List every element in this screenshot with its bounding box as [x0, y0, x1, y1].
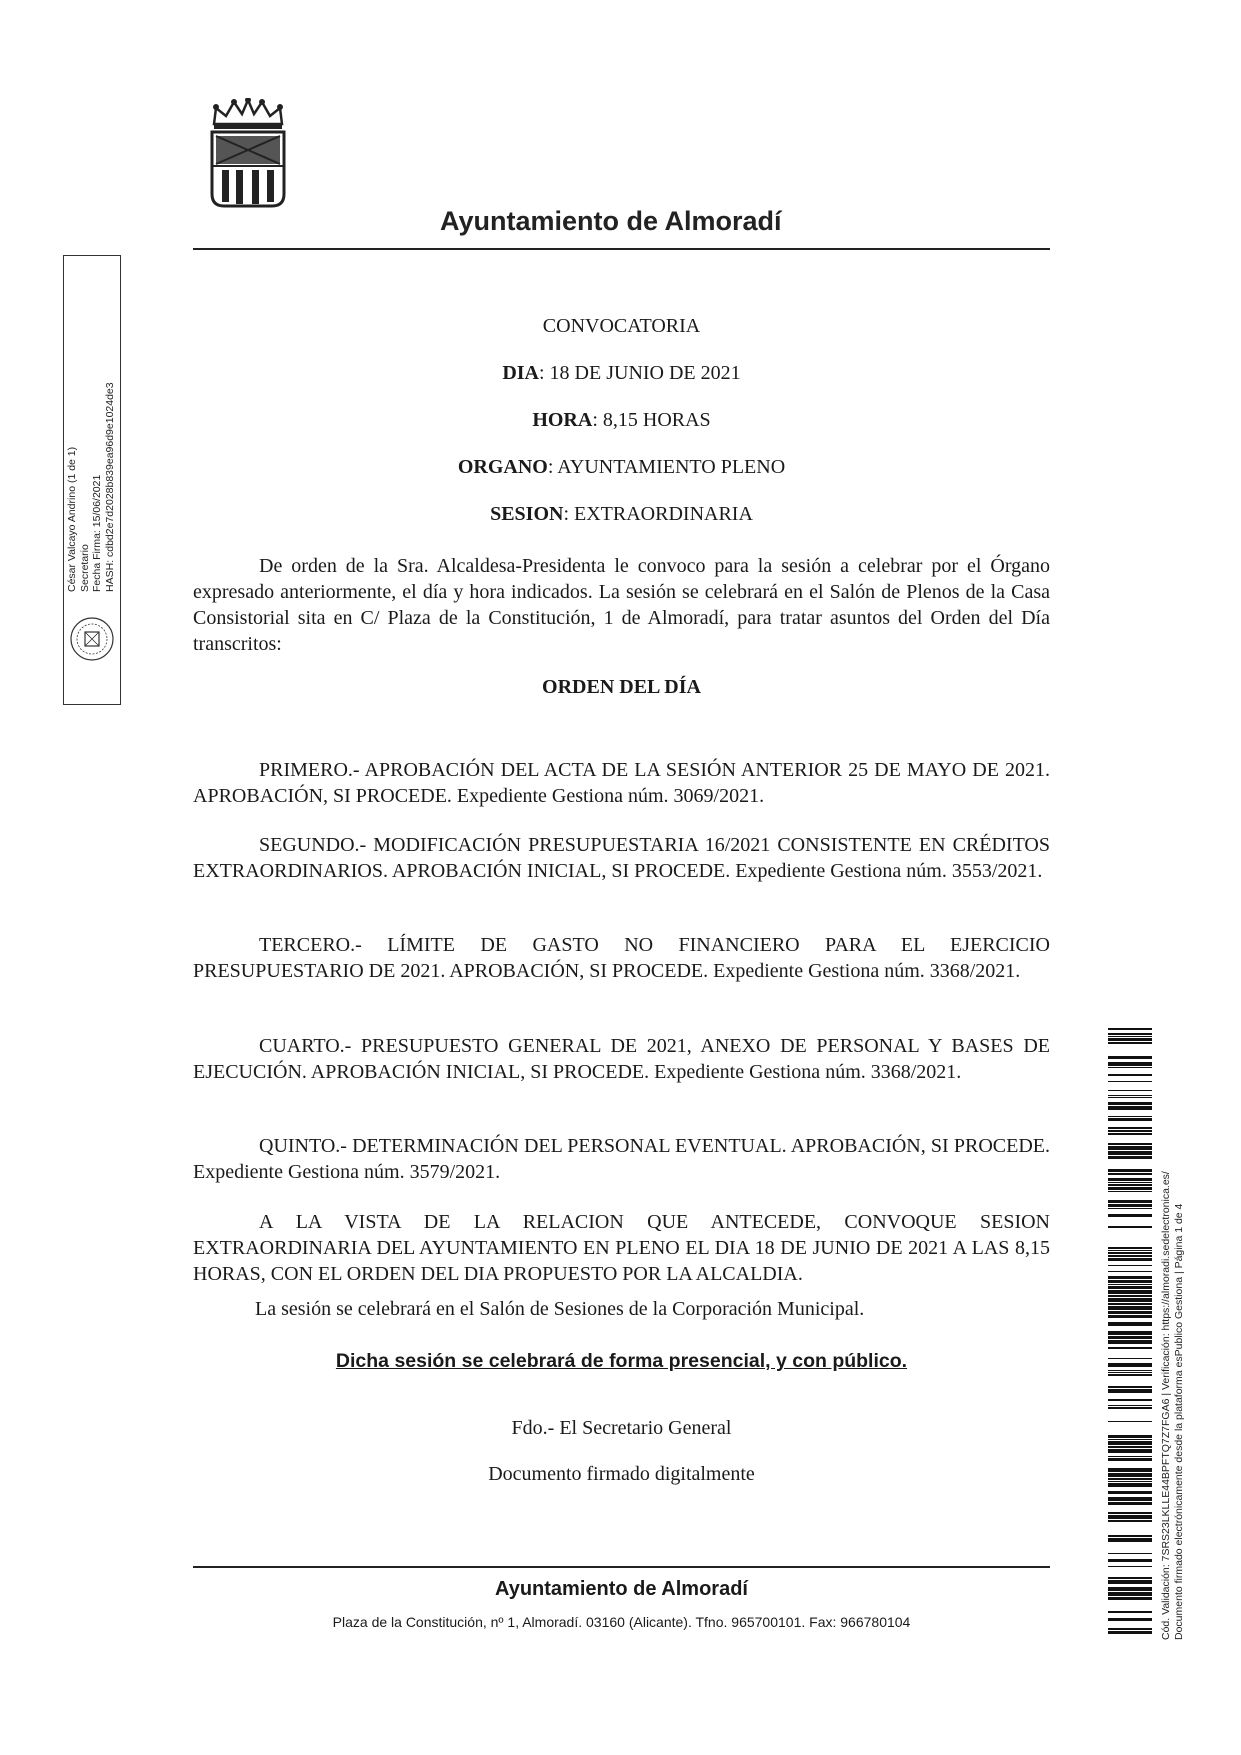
footer-divider: [193, 1566, 1050, 1568]
signer-role: Secretario: [78, 544, 91, 592]
agenda-item: [193, 932, 1050, 984]
organ-label: ORGANO: [457, 456, 548, 478]
convocatoria-title: CONVOCATORIA: [542, 315, 701, 337]
location-note: [193, 1296, 1050, 1322]
agenda-item-text: PRIMERO.- APROBACIÓN DEL ACTA DE LA SESIÓN ANTERIOR 25 DE MAYO DE 2021. APROBACIÓN, SI PROCEDE. Expediente Gestiona núm. 3069/2021.: [193, 759, 1050, 807]
header-divider: [193, 248, 1050, 250]
municipal-crest-logo: [208, 98, 288, 208]
session-value: : EXTRAORDINARIA: [563, 503, 753, 525]
meeting-session: [193, 503, 1050, 526]
verification-code: Cód. Validación: 7SRS23LKLLE44BPFTQ7Z7FGA6 | Verificación: https://almoradi.sedelectronica.es/: [1160, 1171, 1172, 1640]
agenda-item-text: SEGUNDO.- MODIFICACIÓN PRESUPUESTARIA 16/2021 CONSISTENTE EN CRÉDITOS EXTRAORDINARIOS. APROBACIÓN INICIAL, SI PROCEDE. Expediente Gestiona núm. 3553/2021.: [193, 834, 1050, 882]
signature-hash: HASH: cdbd2e7d2028b839ea96d9e1024de3: [103, 382, 116, 592]
agenda-item: [193, 1133, 1050, 1185]
signed-by: Fdo.- El Secretario General: [511, 1417, 732, 1439]
agenda-item: [193, 832, 1050, 884]
conclusion-paragraph: [193, 1209, 1050, 1287]
location-note-text: La sesión se celebrará en el Salón de Sesiones de la Corporación Municipal.: [255, 1298, 865, 1320]
conclusion-text: A LA VISTA DE LA RELACION QUE ANTECEDE, CONVOQUE SESION EXTRAORDINARIA DEL AYUNTAMIENTO EN PLENO EL DIA 18 DE JUNIO DE 2021 A LAS 8,15 HORAS, CON EL ORDEN DEL DIA PROPUESTO POR LA ALCALDIA.: [193, 1211, 1050, 1285]
agenda-item: [193, 1033, 1050, 1085]
verification-details: [1160, 1010, 1200, 1640]
meeting-time: [193, 409, 1050, 432]
digital-signature-note: Documento firmado digitalmente: [488, 1463, 755, 1485]
signature-date: Fecha Firma: 15/06/2021: [91, 474, 103, 592]
intro-paragraph: [193, 553, 1050, 657]
footer-title: Ayuntamiento de Almoradí: [495, 1578, 748, 1600]
time-label: HORA: [532, 409, 593, 431]
signature-details: [66, 262, 116, 592]
organ-value: : AYUNTAMIENTO PLENO: [547, 456, 786, 478]
agenda-heading: ORDEN DEL DÍA: [542, 676, 701, 698]
verification-platform: Documento firmado electrónicamente desde la plataforma esPublico Gestiona | Página 1 de 4: [1173, 1203, 1185, 1640]
meeting-date: [193, 362, 1050, 385]
verification-barcode: [1108, 1028, 1152, 1638]
time-value: : 8,15 HORAS: [592, 409, 711, 431]
header-title: Ayuntamiento de Almoradí: [440, 206, 782, 236]
date-value: : 18 DE JUNIO DE 2021: [539, 362, 741, 384]
agenda-item-text: TERCERO.- LÍMITE DE GASTO NO FINANCIERO PARA EL EJERCICIO PRESUPUESTARIO DE 2021. APROBACIÓN, SI PROCEDE. Expediente Gestiona núm. 3368/2021.: [193, 934, 1050, 982]
agenda-item-text: CUARTO.- PRESUPUESTO GENERAL DE 2021, ANEXO DE PERSONAL Y BASES DE EJECUCIÓN. APROBACIÓN INICIAL, SI PROCEDE. Expediente Gestiona núm. 3368/2021.: [193, 1035, 1050, 1083]
seal-icon: [69, 616, 115, 662]
signer-name: César Valcayo Andrino (1 de 1): [66, 446, 78, 592]
footer-address: Plaza de la Constitución, nº 1, Almoradí. 03160 (Alicante). Tfno. 965700101. Fax: 966780104: [332, 1614, 911, 1630]
public-session-notice: Dicha sesión se celebrará de forma presencial, y con público.: [335, 1350, 908, 1372]
agenda-item: [193, 757, 1050, 809]
session-label: SESION: [490, 503, 564, 525]
signature-stamp: [63, 255, 121, 705]
meeting-organ: [193, 456, 1050, 479]
date-label: DIA: [502, 362, 539, 384]
intro-text: De orden de la Sra. Alcaldesa-Presidenta le convoco para la sesión a celebrar por el Órgano expresado anteriormente, el día y hora indicados. La sesión se celebrará en el Salón de Plenos de la Casa Consistorial sita en C/ Plaza de la Constitución, 1 de Almoradí, para tratar asuntos del Orden del Día transcritos:: [193, 555, 1050, 655]
agenda-item-text: QUINTO.- DETERMINACIÓN DEL PERSONAL EVENTUAL. APROBACIÓN, SI PROCEDE. Expediente Gestiona núm. 3579/2021.: [193, 1135, 1050, 1183]
